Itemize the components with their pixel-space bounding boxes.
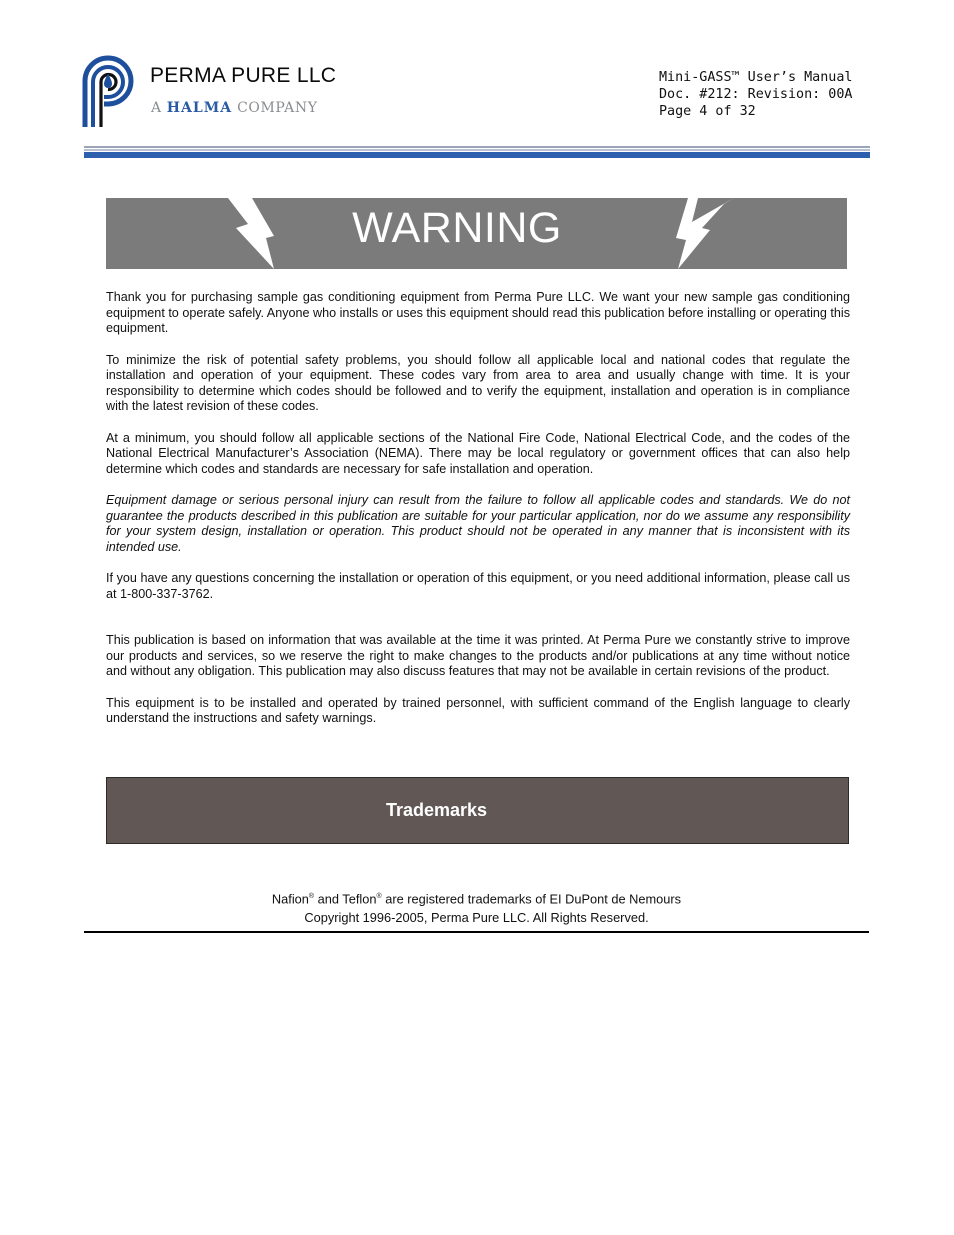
page-number: Page 4 of 32 xyxy=(659,104,756,119)
trademarks-banner xyxy=(106,777,849,844)
header-rule xyxy=(84,146,870,158)
footer-rule xyxy=(84,931,869,933)
paragraph-safety-codes: To minimize the risk of potential safety problems, you should follow all applicable local and national codes that regulate the installation and operation of your equipment. These codes vary from area to area and usually change with time. It is your responsibility to determine which codes should be followed and to verify the equipment, installation and operation is in compliance with the latest revision of these codes. xyxy=(106,352,850,413)
paragraph-disclaimer: Equipment damage or serious personal injury can result from the failure to follow all applicable codes and standards. We do not guarantee the products described in this publication are suitable for your particular application, nor do we assume any responsibility for your system design, installation or operation. This product should not be operated in any manner that is inconsistent with its intended use. xyxy=(106,493,850,554)
trademark-statement: Nafion® and Teflon® are registered trademarks of EI DuPont de Nemours xyxy=(271,891,682,907)
doc-revision: Doc. #212: Revision: 00A xyxy=(659,87,853,102)
document-info xyxy=(659,69,852,120)
paragraph-contact: If you have any questions concerning the installation or operation of this equipment, or you need additional information, please call us at 1-800-337-3762. xyxy=(106,571,850,601)
body-text xyxy=(106,290,850,727)
perma-pure-logo-icon xyxy=(82,55,134,129)
copyright: Copyright 1996-2005, Perma Pure LLC. All Rights Reserved. xyxy=(304,910,649,926)
paragraph-thank-you: Thank you for purchasing sample gas conditioning equipment from Perma Pure LLC. We want your new sample gas conditioning equipment to operate safely. Anyone who installs or uses this equipment should read this publication before installing or operating this equipment. xyxy=(106,290,850,335)
manual-title: Mini-GASS™ User’s Manual xyxy=(659,70,853,85)
paragraph-national-codes: At a minimum, you should follow all applicable sections of the National Fire Code, National Electrical Code, and the codes of the National Electrical Manufacturer’s Association (NEMA). There may be local regulatory or government offices that can also help determine which codes and standards are necessary for safe installation and operation. xyxy=(106,430,850,476)
warning-title: WARNING xyxy=(352,204,562,252)
trademarks-title: Trademarks xyxy=(385,800,488,820)
company-name: PERMA PURE LLC xyxy=(150,64,337,87)
company-tagline: A HALMA COMPANY xyxy=(151,100,318,116)
paragraph-publication: This publication is based on information that was available at the time it was printed. At Perma Pure we constantly strive to improve our products and services, so we reserve the right to make changes to the products and/or publications at any time without notice and without any obligation. This publication may also discuss features that may not be available in certain revisions of the product. xyxy=(106,633,850,678)
trademarks-note xyxy=(106,887,847,927)
halma-brand: HALMA xyxy=(166,100,233,116)
paragraph-trained-personnel: This equipment is to be installed and operated by trained personnel, with sufficient command of the English language to clearly understand the instructions and safety warnings. xyxy=(106,695,850,725)
